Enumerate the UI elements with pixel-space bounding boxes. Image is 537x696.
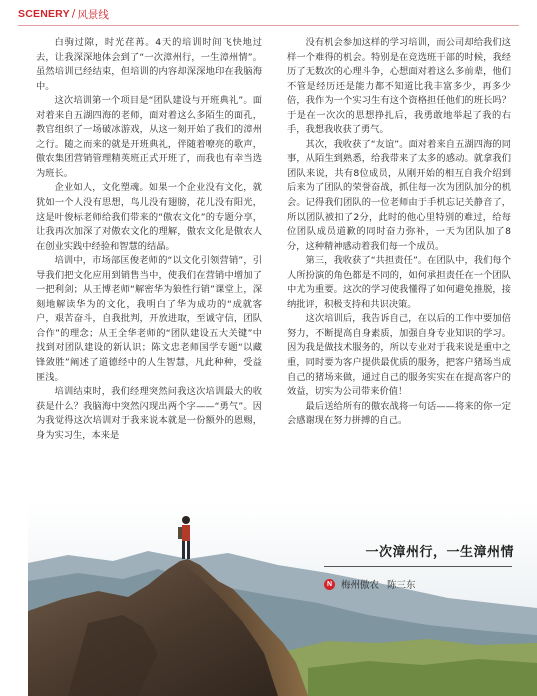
article-paragraph: 第三，我收获了“共担责任”。在团队中，我们每个人所扮演的角色都是不同的，如何承担责任在一个团队中尤为重要。这次的学习使我懂得了如何避免推脱，接纳批评，积极支持和共识决策。: [287, 255, 511, 310]
article-paragraph: 培训中，市场部匡俊老师的“以文化引领营销”，引导我们把文化应用到销售当中，使我们在营销中增加了一把利剑；从王博老师“解密华为狼性行销”课堂上，深刻地解读华为的文化，我明白了华为成功的“成就客户，艰苦奋斗，自我批判，开放进取，至诚守信，团队合作”的理念；从王全华老师的“团队建设五大关键”中找到对团队建设的新认识；陈文忠老师国学专题“以藏锋敛胜”阐述了道德经中的人生智慧，凡此种种，受益匪浅。: [36, 255, 262, 383]
byline: [324, 577, 514, 591]
brand-badge-icon: N: [324, 579, 335, 590]
section-label-cn: 风景线: [77, 8, 109, 21]
article-paragraph: 最后送给所有的傲农战将一句话——将来的你一定会感谢现在努力拼搏的自己。: [287, 400, 511, 427]
section-separator: /: [71, 8, 76, 20]
byline-company: 梅州傲农: [341, 580, 380, 591]
article-column-left: [36, 36, 262, 443]
feature-title-block: [324, 541, 514, 591]
article-paragraph: 培训结束时，我们经理突然问我这次培训最大的收获是什么？我脑海中突然闪现出两个字——“勇气”。因为我觉得这次培训对于我来说本就是一份额外的恩赐，身为实习生，本来是: [36, 386, 262, 441]
section-label-en: SCENERY: [18, 8, 70, 20]
article-paragraph: 这次培训第一个项目是“团队建设与开班典礼”。面对着来自五湖四海的老师，面对着这么多陌生的面孔，教官组织了一场破冰游戏，从这一刻开始了我们的漳州之行。随之而来的就是开班典礼，伴随着嘹亮的歌声，傲农集团营销管理精英班正式开班了，而我也有幸当选为班长。: [36, 95, 262, 179]
title-underline: [324, 566, 512, 567]
article-column-right: [287, 36, 511, 429]
article-paragraph: 其次，我收获了“友谊”。面对着来自五湖四海的同事，从陌生到熟悉，给我带来了太多的感动。就拿我们团队来说，共有8位成员，从刚开始的相互自我介绍到后来为了团队的荣誉奋战，抓住每一次为团队加分的机会。记得我们团队的一位老师由于手机忘记关静音了，所以团队被扣了2分，此时的他心里特别的难过，给每位团队成员道歉的同时奋力弥补，一天为团队加了8分，这种精神感动着我们每一个成员。: [287, 138, 511, 252]
mountain-summit-photo: [28, 503, 537, 696]
feature-title: 一次漳州行，一生漳州情: [365, 545, 514, 560]
section-header: [18, 6, 109, 22]
article-paragraph: 这次培训后，我告诉自己，在以后的工作中要加倍努力，不断提高自身素质，加强自身专业知识的学习。因为我是做技术服务的，所以专业对于我来说是重中之重，同时要为客户提供最优质的服务，把客户猪场当成自己的猪场来做，通过自己的服务实实在在提高客户的效益，切实为公司带来价值！: [287, 313, 511, 398]
header-divider: [18, 25, 519, 26]
article-paragraph: 企业如人，文化塑魂。如果一个企业没有文化，就犹如一个人没有思想，鸟儿没有翅膀，花儿没有阳光，这是叶俊标老师给我们带来的“傲农文化”的专题分享，让我再次加深了对傲农文化的理解，傲农文化是傲农人在创业实践中经验和智慧的结晶。: [36, 182, 262, 252]
byline-author: 陈三东: [387, 580, 416, 591]
article-paragraph: 没有机会参加这样的学习培训，而公司却给我们这样一个难得的机会。特别是在竞选班干部的时候，我经历了无数次的心理斗争，心想面对着这么多前辈，他们不管是经历还是能力都不知道比我丰富多少，再多少倍，我作为一个实习生有这个资格担任他们的班长吗？于是在一次次的思想挣扎后，我勇敢地举起了我的右手，我想我收获了勇气。: [287, 37, 511, 136]
article-paragraph: 白驹过隙，时光荏苒。4天的培训时间飞快地过去，让我深深地体会到了“一次漳州行，一生漳州情”。虽然培训已经结束，但培训的内容却深深地印在我脑海中。: [36, 37, 262, 92]
